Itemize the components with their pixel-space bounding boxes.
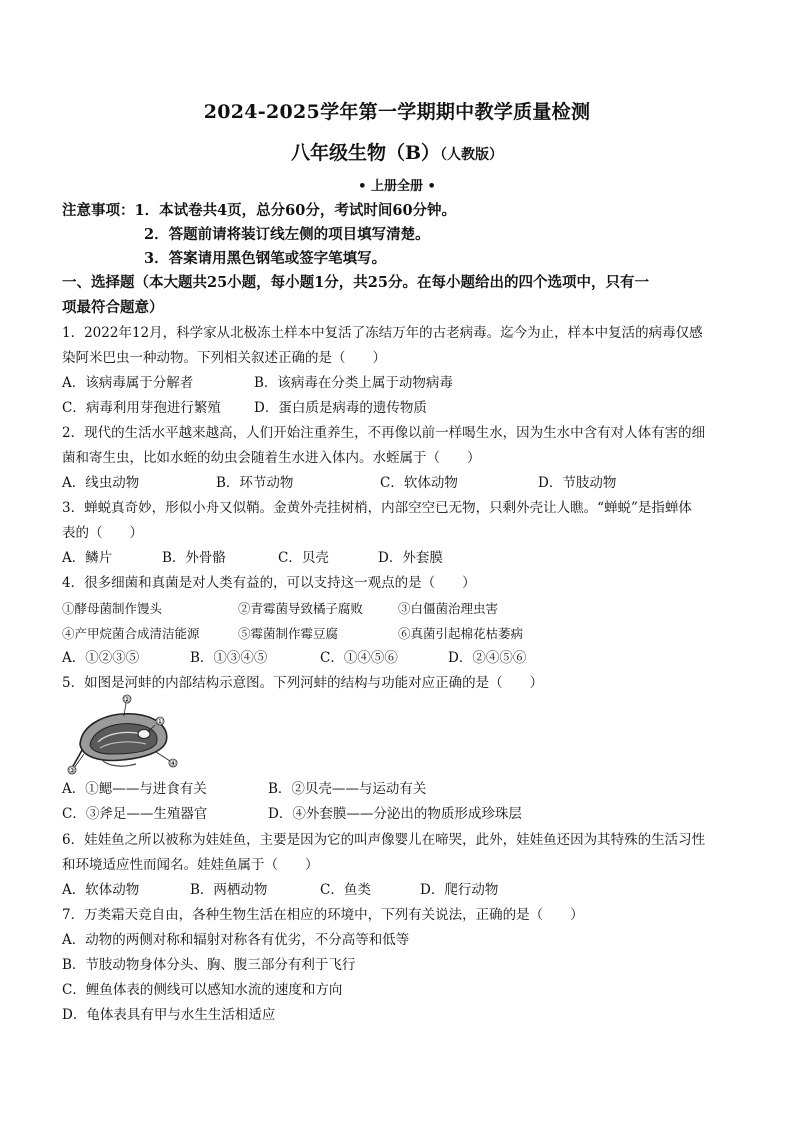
options-row (62, 878, 734, 903)
statement-5: ⑤霉菌制作霉豆腐 (238, 626, 339, 641)
label-1: ① (156, 717, 164, 726)
options-row (62, 777, 734, 802)
question-4 (62, 571, 734, 671)
option-b: B．两栖动物 (190, 882, 268, 898)
options-row (62, 646, 734, 671)
options-row (62, 471, 734, 496)
notice-line-1: 注意事项：1．本试卷共4页，总分60分，考试时间60分钟。 (62, 202, 457, 219)
option-c: C．③斧足——生殖器官 (62, 806, 208, 822)
option-c: C．病毒利用芽孢进行繁殖 (62, 400, 221, 416)
statement-3: ③白僵菌治理虫害 (398, 601, 499, 616)
option-d: D．爬行动物 (420, 882, 499, 898)
option-b: B．②贝壳——与运动有关 (268, 781, 427, 797)
notice-line-3: 3．答案请用黑色钢笔或签字笔填写。 (144, 250, 387, 267)
option-a: A．①②③⑤ (62, 650, 140, 666)
question-stem: 和环境适应性而闻名。娃娃鱼属于（ ） (62, 857, 319, 873)
label-2: ② (123, 695, 131, 704)
option-a: A．①鳃——与进食有关 (62, 781, 207, 797)
options-row (62, 802, 734, 827)
question-stem: 5．如图是河蚌的内部结构示意图。下列河蚌的结构与功能对应正确的是（ ） (62, 675, 544, 691)
notice-block (62, 199, 456, 271)
mussel-shell (72, 714, 167, 768)
question-stem: 2．现代的生活水平越来越高，人们开始注重养生，不再像以前一样喝生水，因为生水中含有对人体有害的细 (62, 425, 706, 441)
section-heading-line-2: 项最符合题意） (62, 299, 164, 316)
option-a: A．鳞片 (62, 550, 113, 566)
mussel-diagram (62, 694, 182, 776)
option-a: A．软体动物 (62, 882, 140, 898)
option-c: C．鲤鱼体表的侧线可以感知水流的速度和方向 (62, 982, 343, 998)
edition-label: （人教版） (440, 147, 504, 163)
option-b: B．节肢动物身体分头、胸、腹三部分有利于飞行 (62, 957, 356, 973)
option-d: D．节肢动物 (538, 475, 617, 491)
question-6 (62, 828, 734, 903)
option-d: D．蛋白质是病毒的遗传物质 (254, 400, 427, 416)
option-c: C．软体动物 (380, 475, 458, 491)
question-3 (62, 496, 734, 571)
exam-scope: • 上册全册 • (358, 179, 436, 194)
option-a: A．动物的两侧对称和辐射对称各有优劣，不分高等和低等 (62, 932, 410, 948)
question-7 (62, 903, 734, 1028)
question-stem: 染阿米巴虫一种动物。下列相关叙述正确的是（ ） (62, 350, 386, 366)
options-row (62, 396, 734, 421)
leader-line (156, 752, 170, 761)
exam-subtitle (0, 138, 794, 165)
question-stem: 3．蝉蜕真奇妙，形似小舟又似鞘。金黄外壳挂树梢，内部空空已无物，只剩外壳让人瞧。“蝉蜕”是指蝉体 (62, 500, 692, 516)
statement-2: ②青霉菌导致橘子腐败 (238, 601, 364, 616)
option-c: C．鱼类 (320, 882, 371, 898)
option-c: C．贝壳 (278, 550, 329, 566)
option-b: B．该病毒在分类上属于动物病毒 (254, 375, 453, 391)
option-d: D．龟体表具有甲与水生生活相适应 (62, 1007, 276, 1023)
option-d: D．外套膜 (378, 550, 443, 566)
statements-row (62, 621, 734, 646)
question-5 (62, 671, 734, 696)
section-heading-line-1: 一、选择题（本大题共25小题，每小题1分，共25分。在每小题给出的四个选项中，只有一 (62, 274, 649, 291)
option-b: B．①③④⑤ (190, 650, 268, 666)
question-stem: 表的（ ） (62, 525, 143, 541)
question-1 (62, 321, 734, 421)
statement-6: ⑥真菌引起棉花枯萎病 (398, 626, 524, 641)
option-b: B．外骨骼 (162, 550, 226, 566)
label-4: ④ (169, 759, 177, 768)
statement-1: ①酵母菌制作馒头 (62, 601, 163, 616)
statement-4: ④产甲烷菌合成清洁能源 (62, 626, 200, 641)
exam-title: 2024-2025学年第一学期期中教学质量检测 (203, 101, 591, 123)
option-b: B．环节动物 (216, 475, 294, 491)
question-5-options (62, 777, 734, 827)
question-stem: 1．2022年12月，科学家从北极冻土样本中复活了冻结万年的古老病毒。迄今为止，样本中复活的病毒仅感 (62, 325, 703, 341)
statements-row (62, 596, 734, 621)
option-c: C．①④⑤⑥ (320, 650, 398, 666)
option-d: D．②④⑤⑥ (448, 650, 527, 666)
option-a: A．线虫动物 (62, 475, 140, 491)
subject-name: 八年级生物（B） (290, 142, 441, 164)
options-row (62, 371, 734, 396)
question-stem: 7．万类霜天竞自由，各种生物生活在相应的环境中，下列有关说法，正确的是（ ） (62, 907, 584, 923)
section-heading (62, 270, 734, 320)
question-stem: 4．很多细菌和真菌是对人类有益的，可以支持这一观点的是（ ） (62, 575, 476, 591)
question-stem: 菌和寄生虫，比如水蛭的幼虫会随着生水进入体内。水蛭属于（ ） (62, 450, 481, 466)
option-d: D．④外套膜——分泌出的物质形成珍珠层 (268, 806, 522, 822)
question-2 (62, 421, 734, 496)
label-3: ③ (68, 766, 76, 775)
option-a: A．该病毒属于分解者 (62, 375, 194, 391)
options-row (62, 546, 734, 571)
notice-line-2: 2．答题前请将装订线左侧的项目填写清楚。 (144, 226, 430, 243)
question-stem: 6．娃娃鱼之所以被称为娃娃鱼，主要是因为它的叫声像婴儿在啼哭，此外，娃娃鱼还因为其特殊的生活习性 (62, 832, 706, 848)
